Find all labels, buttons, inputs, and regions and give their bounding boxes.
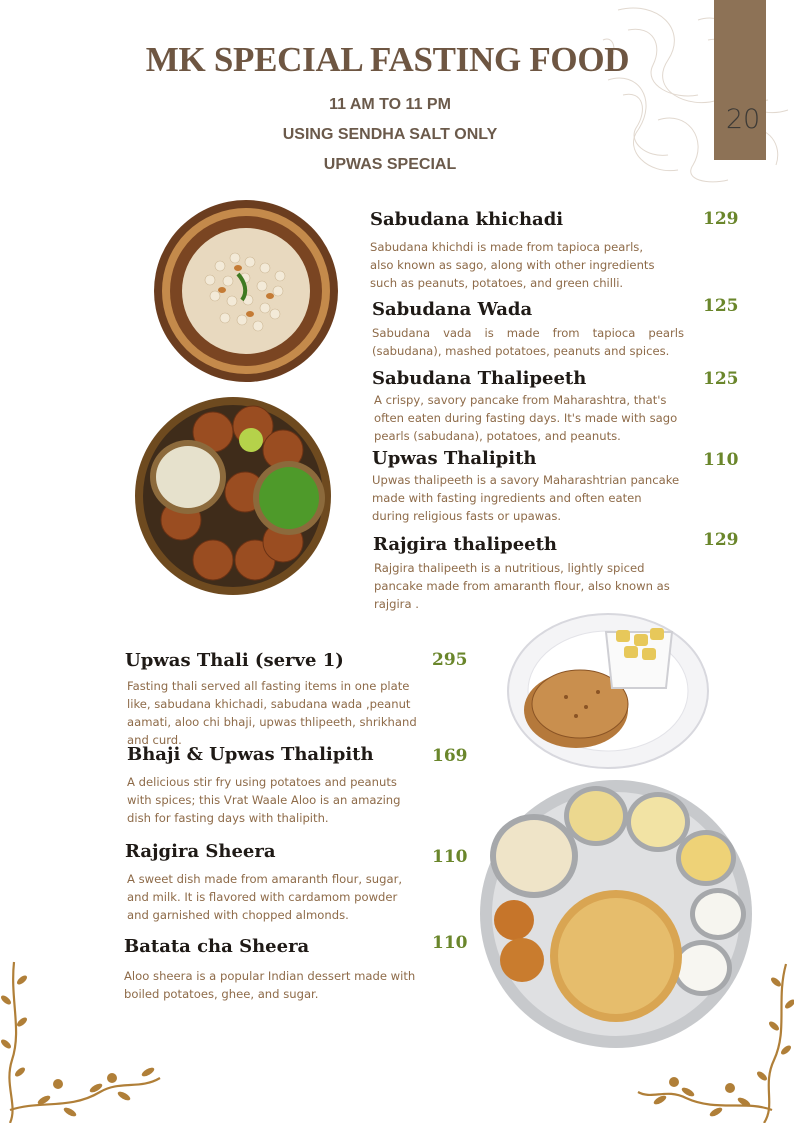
item-name: Rajgira Sheera [125, 841, 276, 862]
page-number: 20 [725, 104, 761, 135]
item-name: Batata cha Sheera [124, 936, 310, 957]
item-price: 110 [703, 450, 739, 470]
item-description: A delicious stir fry using potatoes and peanuts with spices; this Vrat Waale Aloo is an amazing dish for fasting days with thalipith. [127, 775, 401, 825]
sabudana-khichadi-photo [150, 196, 342, 386]
item-name: Rajgira thalipeeth [373, 534, 558, 555]
item-description: Aloo sheera is a popular Indian dessert made with boiled potatoes, ghee, and sugar. [124, 969, 416, 1001]
menu-title: MK SPECIAL FASTING FOOD [145, 40, 630, 79]
item-description: A crispy, savory pancake from Maharashtra, that's often eaten during fasting days. It's made with sago pearls (sabudana), potatoes, and peanuts. [374, 393, 678, 443]
thalipeeth-plate-photo [506, 612, 710, 770]
sabudana-wada-photo [133, 392, 333, 597]
item-name: Bhaji & Upwas Thalipith [127, 744, 374, 765]
item-description: Rajgira thalipeeth is a nutritious, lightly spiced pancake made from amaranth flour, also known as rajgira . [374, 561, 670, 611]
item-description: Sabudana vada is made from tapioca pearls (sabudana), mashed potatoes, peanuts and spices. [372, 326, 684, 358]
item-price: 129 [703, 209, 739, 229]
item-description: Upwas thalipeeth is a savory Maharashtrian pancake made with fasting ingredients and often eaten during religious fasts or upawas. [372, 473, 680, 523]
item-name: Upwas Thalipith [372, 448, 537, 469]
item-name: Upwas Thali (serve 1) [125, 650, 344, 671]
item-name: Sabudana khichadi [370, 209, 564, 230]
section-tag: UPWAS SPECIAL [323, 156, 457, 173]
vine-decoration-left [0, 960, 170, 1123]
item-description: Sabudana khichdi is made from tapioca pearls, also known as sago, along with other ingredients such as peanuts, potatoes, and green chilli. [370, 240, 655, 290]
item-price: 110 [432, 847, 468, 867]
salt-note: USING SENDHA SALT ONLY [282, 126, 498, 143]
item-description: Fasting thali served all fasting items in one plate like, sabudana khichadi, sabudana wada ,peanut aamati, aloo chi bhaji, upwas thlipeeth, shrikhand and curd. [127, 679, 417, 747]
vine-decoration-right [636, 960, 794, 1123]
page-tab [714, 0, 766, 160]
hours-text: 11 AM TO 11 PM [329, 96, 451, 113]
item-price: 295 [432, 650, 468, 670]
item-price: 129 [703, 530, 739, 550]
item-name: Sabudana Thalipeeth [372, 368, 587, 389]
item-price: 125 [703, 296, 739, 316]
item-price: 125 [703, 369, 739, 389]
item-price: 110 [432, 933, 468, 953]
item-name: Sabudana Wada [372, 299, 533, 320]
item-description: A sweet dish made from amaranth flour, sugar, and milk. It is flavored with cardamom powder and garnished with chopped almonds. [127, 872, 403, 922]
item-price: 169 [432, 746, 468, 766]
